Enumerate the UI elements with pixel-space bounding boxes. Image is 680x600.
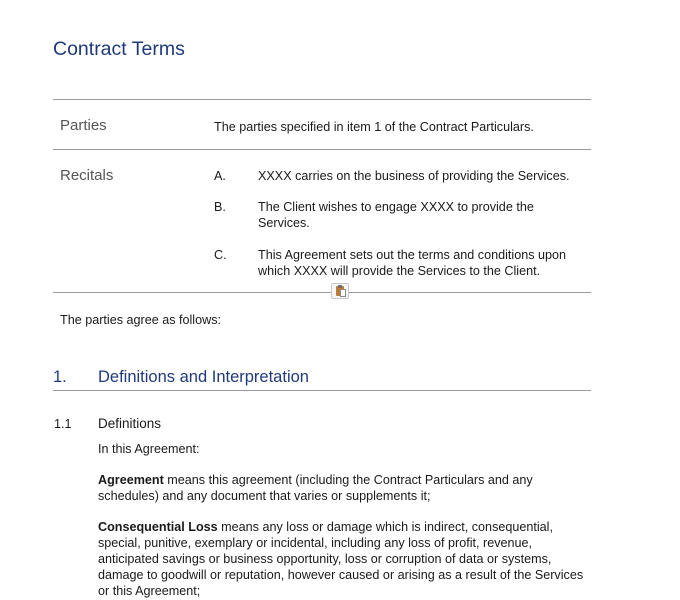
document-title: Contract Terms [53, 38, 185, 60]
definitions-intro: In this Agreement: [98, 442, 200, 456]
definition-text: means any loss or damage which is indirect, consequential, special, punitive, exemplary or incidental, including any loss of profit, revenue, anticipated savings or business opportunity, loss or corruption of data or systems, damage to goodwill or reputation, however caused or arising as a result of the Services or this Agreement; [98, 520, 584, 598]
definition-term: Consequential Loss [98, 520, 218, 534]
definition-consequential-loss [98, 519, 588, 599]
divider-section-1 [53, 390, 591, 391]
definition-agreement [98, 472, 548, 504]
recital-letter: C. [214, 248, 227, 262]
section-number: 1. [53, 368, 67, 386]
recital-text: This Agreement sets out the terms and conditions upon which XXXX will provide the Services to the Client. [258, 248, 567, 278]
subsection-title: Definitions [98, 416, 162, 431]
divider-recitals [53, 292, 591, 293]
subsection-number: 1.1 [54, 417, 72, 431]
recital-letter: B. [214, 200, 226, 214]
divider-top [53, 99, 591, 100]
definition-term: Agreement [98, 473, 164, 487]
parties-text: The parties specified in item 1 of the Contract Particulars. [214, 120, 534, 134]
section-title: Definitions and Interpretation [98, 368, 309, 386]
parties-label: Parties [60, 117, 107, 134]
divider-parties [53, 149, 591, 150]
recitals-label: Recitals [60, 167, 114, 184]
paste-options-icon[interactable] [331, 283, 349, 299]
recital-letter: A. [214, 169, 226, 183]
recital-text: XXXX carries on the business of providing the Services. [258, 169, 570, 183]
agree-text: The parties agree as follows: [60, 313, 222, 327]
definition-text: means this agreement (including the Contract Particulars and any schedules) and any document that varies or supplements it; [98, 473, 533, 503]
recital-text: The Client wishes to engage XXXX to provide the Services. [258, 200, 534, 230]
